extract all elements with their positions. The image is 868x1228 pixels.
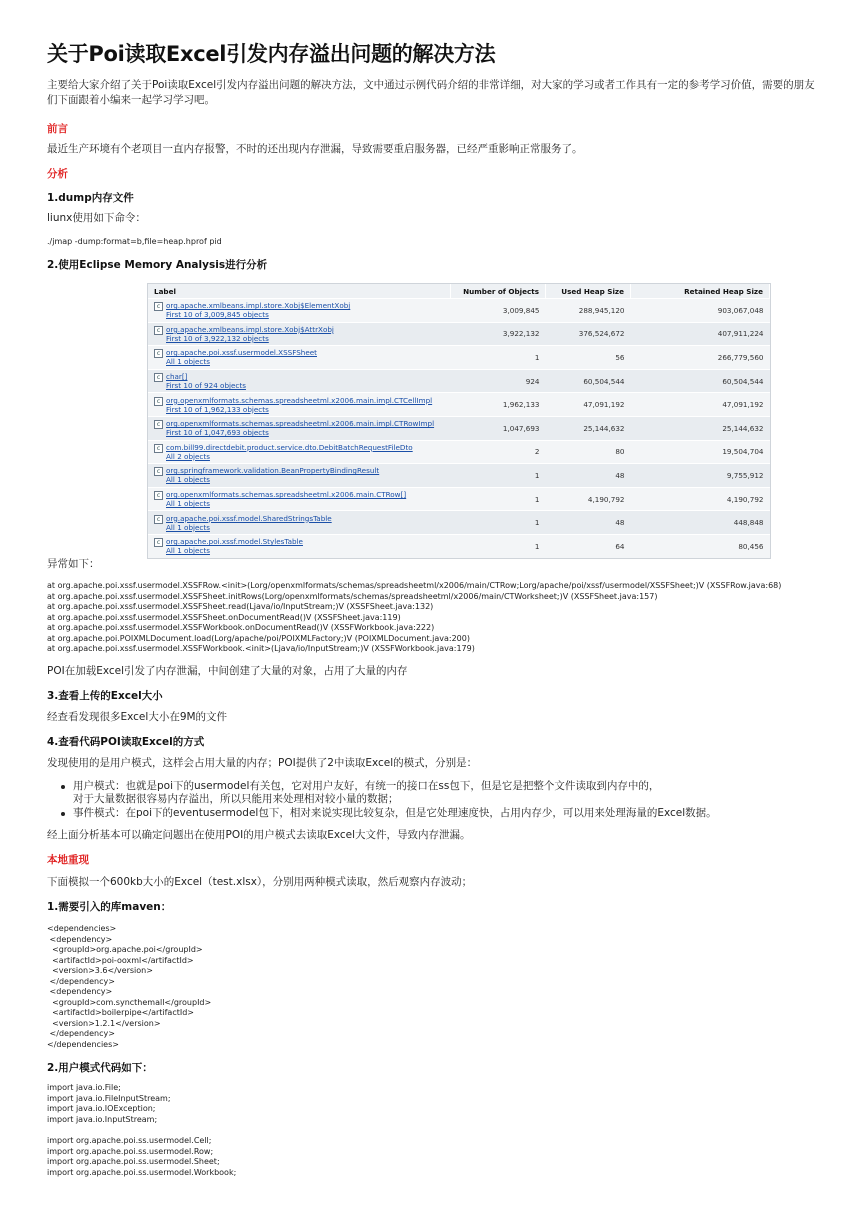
objects-link[interactable]: All 2 objects xyxy=(166,451,210,461)
class-icon: c xyxy=(154,373,163,382)
table-row[interactable] xyxy=(148,322,770,346)
label-cell xyxy=(148,440,451,464)
stack-line: at org.apache.poi.xssf.usermodel.XSSFSheet.read(Ljava/io/InputStream;)V (XSSFSheet.java:132) xyxy=(47,602,434,611)
stack-line: at org.apache.poi.xssf.usermodel.XSSFWorkbook.<init>(Ljava/io/InputStream;)V (XSSFWorkbook.java:179) xyxy=(47,644,475,653)
section-heading-reproduce: 本地重现 xyxy=(47,854,89,866)
code-line: <artifactId>poi-ooxml</artifactId> xyxy=(47,955,194,965)
retained-heap: 25,144,632 xyxy=(631,416,770,440)
code-line: import java.io.InputStream; xyxy=(47,1114,158,1124)
class-icon: c xyxy=(154,444,163,453)
table-row[interactable] xyxy=(148,487,770,511)
code-line: import java.io.IOException; xyxy=(47,1104,156,1113)
heading-maven: 1.需要引入的库maven： xyxy=(47,901,172,913)
table-header-row xyxy=(148,284,770,299)
objects-count: 1 xyxy=(451,534,546,557)
class-icon: c xyxy=(154,467,163,476)
label-cell xyxy=(148,322,451,346)
retained-heap: 4,190,792 xyxy=(631,487,770,511)
class-link[interactable]: com.bill99.directdebit.product.service.dto.DebitBatchRequestFileDto xyxy=(166,442,413,452)
bullet-icon xyxy=(61,812,65,816)
column-header-objects: Number of Objects xyxy=(451,284,546,299)
event-mode-text: 事件模式：在poi下的eventusermodel包下，相对来说实现比较复杂，但是它处理速度快，占用内存少，可以用来处理海量的Excel数据。 xyxy=(73,807,717,819)
code-line: <groupId>org.apache.poi</groupId> xyxy=(47,945,203,954)
used-heap: 80 xyxy=(546,440,631,464)
objects-count: 1 xyxy=(451,487,546,511)
imports-java-io xyxy=(47,1083,171,1125)
table-row[interactable] xyxy=(148,440,770,464)
objects-count: 1 xyxy=(451,464,546,488)
objects-count: 1 xyxy=(451,511,546,535)
objects-count: 1,962,133 xyxy=(451,393,546,417)
column-header-retained-heap: Retained Heap Size xyxy=(631,284,770,299)
class-link[interactable]: org.openxmlformats.schemas.spreadsheetml.x2006.main.CTRow[] xyxy=(166,490,407,500)
class-link[interactable]: org.openxmlformats.schemas.spreadsheetml.x2006.main.impl.CTRowImpl xyxy=(166,419,435,429)
objects-link[interactable]: First 10 of 3,922,132 objects xyxy=(166,333,269,343)
maven-code xyxy=(47,924,211,1050)
code-line: import org.apache.poi.ss.usermodel.Row; xyxy=(47,1146,214,1156)
used-heap: 4,190,792 xyxy=(546,487,631,511)
label-cell xyxy=(148,416,451,440)
label-cell xyxy=(148,369,451,393)
objects-link[interactable]: All 1 objects xyxy=(166,499,210,509)
table-row[interactable] xyxy=(148,369,770,393)
objects-count: 3,009,845 xyxy=(451,299,546,323)
used-heap: 48 xyxy=(546,464,631,488)
table-row[interactable] xyxy=(148,299,770,323)
objects-count: 924 xyxy=(451,369,546,393)
table-row[interactable] xyxy=(148,346,770,370)
label-cell xyxy=(148,487,451,511)
imports-poi xyxy=(47,1136,236,1178)
class-link[interactable]: org.apache.poi.xssf.usermodel.XSSFSheet xyxy=(166,348,317,358)
reproduce-paragraph: 下面模拟一个600kb大小的Excel（test.xlsx），分别用两种模式读取，然后观察内存波动； xyxy=(47,876,473,888)
class-link[interactable]: org.openxmlformats.schemas.spreadsheetml.x2006.main.impl.CTCellImpl xyxy=(166,395,433,405)
table-row[interactable] xyxy=(148,416,770,440)
objects-link[interactable]: First 10 of 3,009,845 objects xyxy=(166,310,269,320)
heading-upload-size: 3.查看上传的Excel大小 xyxy=(47,690,163,702)
retained-heap: 80,456 xyxy=(631,534,770,557)
upload-paragraph: 经查看发现很多Excel大小在9M的文件 xyxy=(47,711,228,723)
list-item xyxy=(61,780,821,806)
heading-code-mode: 4.查看代码POI读取Excel的方式 xyxy=(47,736,205,748)
memory-analysis-table xyxy=(147,283,771,559)
list-item xyxy=(61,807,821,820)
intro-paragraph: 主要给大家介绍了关于Poi读取Excel引发内存溢出问题的解决方法，文中通过示例代码介绍的非常详细，对大家的学习或者工作具有一定的参考学习价值，需要的朋友们下面跟着小编来一起学习学习吧。 xyxy=(47,79,815,106)
objects-count: 2 xyxy=(451,440,546,464)
objects-link[interactable]: First 10 of 1,047,693 objects xyxy=(166,428,269,438)
code-line: <version>1.2.1</version> xyxy=(47,1018,161,1028)
retained-heap: 9,755,912 xyxy=(631,464,770,488)
objects-link[interactable]: First 10 of 1,962,133 objects xyxy=(166,404,269,414)
preface-paragraph: 最近生产环境有个老项目一直内存报警，不时的还出现内存泄漏，导致需要重启服务器，已经严重影响正常服务了。 xyxy=(47,143,583,155)
table-row[interactable] xyxy=(148,511,770,535)
code-line: <dependency> xyxy=(47,934,113,944)
class-link[interactable]: org.apache.poi.xssf.model.SharedStringsTable xyxy=(166,513,332,523)
code-line: import org.apache.poi.ss.usermodel.Workbook; xyxy=(47,1167,237,1177)
heading-dump: 1.dump内存文件 xyxy=(47,192,134,204)
label-cell xyxy=(148,464,451,488)
retained-heap: 266,779,560 xyxy=(631,346,770,370)
retained-heap: 47,091,192 xyxy=(631,393,770,417)
retained-heap: 407,911,224 xyxy=(631,322,770,346)
class-icon: c xyxy=(154,349,163,358)
table-row[interactable] xyxy=(148,534,770,557)
mode-list xyxy=(47,780,821,821)
retained-heap: 903,067,048 xyxy=(631,299,770,323)
retained-heap: 60,504,544 xyxy=(631,369,770,393)
used-heap: 288,945,120 xyxy=(546,299,631,323)
stack-trace xyxy=(47,581,781,655)
poi-leak-paragraph: POI在加载Excel引发了内存泄漏，中间创建了大量的对象，占用了大量的内存 xyxy=(47,665,408,677)
table-row[interactable] xyxy=(148,464,770,488)
code-mode-paragraph: 发现使用的是用户模式，这样会占用大量的内存；POI提供了2中读取Excel的模式，分别是： xyxy=(47,757,478,769)
used-heap: 47,091,192 xyxy=(546,393,631,417)
class-link[interactable]: org.apache.xmlbeans.impl.store.Xobj$AttrXobj xyxy=(166,324,334,334)
code-line: </dependency> xyxy=(47,1029,115,1038)
section-heading-analysis: 分析 xyxy=(47,168,68,180)
code-line: <version>3.6</version> xyxy=(47,966,153,975)
page-title: 关于Poi读取Excel引发内存溢出问题的解决方法 xyxy=(47,42,496,66)
label-cell xyxy=(148,511,451,535)
retained-heap: 448,848 xyxy=(631,511,770,535)
stack-line: at org.apache.poi.xssf.usermodel.XSSFSheet.initRows(Lorg/openxmlformats/schemas/spreadsheetml/x2006/main/CTWorksheet;)V (XSSFSheet.java:157) xyxy=(47,591,658,601)
class-link[interactable]: char[] xyxy=(166,372,188,382)
retained-heap: 19,504,704 xyxy=(631,440,770,464)
stack-line: at org.apache.poi.xssf.usermodel.XSSFSheet.onDocumentRead()V (XSSFSheet.java:119) xyxy=(47,612,401,622)
objects-link[interactable]: All 1 objects xyxy=(166,522,210,532)
label-cell xyxy=(148,393,451,417)
column-header-label: Label xyxy=(148,284,451,299)
class-icon: c xyxy=(154,538,163,547)
user-mode-text-2: 对于大量数据很容易内存溢出，所以只能用来处理相对较小量的数据； xyxy=(73,793,399,805)
objects-link[interactable]: All 1 objects xyxy=(166,357,210,367)
class-link[interactable]: org.apache.poi.xssf.model.StylesTable xyxy=(166,537,303,547)
dump-command: ./jmap -dump:format=b,file=heap.hprof pid xyxy=(47,237,222,246)
code-line: import java.io.FileInputStream; xyxy=(47,1093,171,1103)
heading-user-mode-code: 2.用户模式代码如下： xyxy=(47,1062,153,1074)
class-icon: c xyxy=(154,420,163,429)
code-line: import java.io.File; xyxy=(47,1083,121,1092)
code-line: import org.apache.poi.ss.usermodel.Cell; xyxy=(47,1136,212,1145)
class-icon: c xyxy=(154,326,163,335)
class-link[interactable]: org.springframework.validation.BeanPropertyBindingResult xyxy=(166,466,380,476)
code-line: </dependencies> xyxy=(47,1039,119,1049)
objects-count: 3,922,132 xyxy=(451,322,546,346)
used-heap: 376,524,672 xyxy=(546,322,631,346)
used-heap: 60,504,544 xyxy=(546,369,631,393)
class-icon: c xyxy=(154,397,163,406)
section-heading-preface: 前言 xyxy=(47,123,68,135)
objects-count: 1,047,693 xyxy=(451,416,546,440)
code-line: </dependency> xyxy=(47,976,115,986)
heading-eclipse: 2.使用Eclipse Memory Analysis进行分析 xyxy=(47,259,268,271)
code-line: <dependencies> xyxy=(47,924,117,933)
stack-line: at org.apache.poi.POIXMLDocument.load(Lorg/apache/poi/POIXMLFactory;)V (POIXMLDocument.java:200) xyxy=(47,633,470,643)
used-heap: 56 xyxy=(546,346,631,370)
code-line: import org.apache.poi.ss.usermodel.Sheet; xyxy=(47,1157,220,1166)
label-cell xyxy=(148,299,451,323)
bullet-icon xyxy=(61,785,65,789)
conclusion-paragraph: 经上面分析基本可以确定问题出在使用POI的用户模式去读取Excel大文件，导致内存泄漏。 xyxy=(47,829,471,841)
dump-paragraph: liunx使用如下命令： xyxy=(47,212,146,224)
stack-line: at org.apache.poi.xssf.usermodel.XSSFRow.<init>(Lorg/openxmlformats/schemas/spreadsheetml/x2006/main/CTRow;Lorg/apache/poi/xssf/usermodel/XSSFSheet;)V (XSSFRow.java:68) xyxy=(47,581,782,590)
label-cell xyxy=(148,346,451,370)
objects-link[interactable]: All 1 objects xyxy=(166,475,210,485)
label-cell xyxy=(148,534,451,557)
used-heap: 64 xyxy=(546,534,631,557)
stack-line: at org.apache.poi.xssf.usermodel.XSSFWorkbook.onDocumentRead()V (XSSFWorkbook.java:222) xyxy=(47,623,435,632)
objects-count: 1 xyxy=(451,346,546,370)
code-line: <groupId>com.syncthemall</groupId> xyxy=(47,997,212,1007)
class-link[interactable]: org.apache.xmlbeans.impl.store.Xobj$ElementXobj xyxy=(166,301,351,311)
code-line: <artifactId>boilerpipe</artifactId> xyxy=(47,1008,195,1017)
used-heap: 48 xyxy=(546,511,631,535)
class-icon: c xyxy=(154,491,163,500)
used-heap: 25,144,632 xyxy=(546,416,631,440)
user-mode-text-1: 用户模式：也就是poi下的usermodel有关包，它对用户友好，有统一的接口在ss包下，但是它是把整个文件读取到内存中的， xyxy=(73,780,660,792)
code-line: <dependency> xyxy=(47,987,113,996)
column-header-used-heap: Used Heap Size xyxy=(546,284,631,299)
class-icon: c xyxy=(154,515,163,524)
exception-label: 异常如下： xyxy=(47,558,100,570)
class-icon: c xyxy=(154,302,163,311)
objects-link[interactable]: All 1 objects xyxy=(166,546,210,556)
table-row[interactable] xyxy=(148,393,770,417)
objects-link[interactable]: First 10 of 924 objects xyxy=(166,381,246,391)
